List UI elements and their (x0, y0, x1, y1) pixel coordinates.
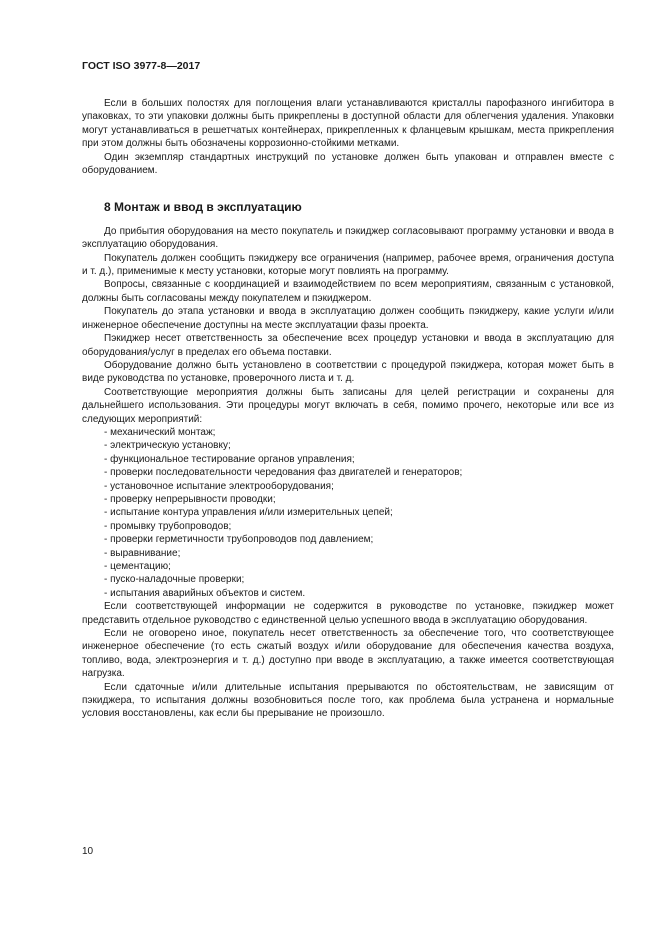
list-item: - функциональное тестирование органов управления; (104, 453, 355, 465)
section-title: 8 Монтаж и ввод в эксплуатацию (104, 200, 302, 215)
list-item: - цементацию; (104, 561, 171, 572)
list-item: - испытание контура управления и/или измерительных цепей; (104, 507, 393, 519)
document-body (82, 97, 614, 721)
intro-paragraph: Один экземпляр стандартных инструкций по установке должен быть упакован и отправлен вместе с оборудованием. (82, 151, 614, 177)
intro-paragraph: Если в больших полостях для поглощения влаги устанавливаются кристаллы парофазного ингибитора в упаковках, то эти упаковки должны быть прикреплены в доступной области для облегчения удаления. Упаковки могут устанавливаться в решетчатых контейнерах, прикрепленных к фланцевым крышкам, места прикрепления при этом должны быть обозначены коррозионно-стойкими метками. (82, 98, 614, 150)
list-item: - проверки последовательности чередования фаз двигателей и генераторов; (104, 467, 463, 479)
section-paragraph: Пэкиджер несет ответственность за обеспечение всех процедур установки и ввода в эксплуатацию для оборудования/услуг в пределах его объема поставки. (82, 333, 614, 358)
section-paragraph: Вопросы, связанные с координацией и взаимодействием по всем мероприятиям, связанным с установкой, должны быть согласованы между покупателем и пэкиджером. (82, 279, 614, 304)
list-item: - пуско-наладочные проверки; (104, 574, 245, 586)
section-paragraph: Оборудование должно быть установлено в соответствии с процедурой пэкиджера, которая может быть в виде руководства по установке, проверочного листа и т. д. (82, 359, 614, 385)
section-paragraph: До прибытия оборудования на место покупатель и пэкиджер согласовывают программу установки и ввода в эксплуатацию оборудования. (82, 225, 614, 251)
document-header: ГОСТ ISO 3977-8—2017 (82, 60, 201, 72)
list-item: - выравнивание; (104, 547, 181, 559)
list-item: - проверку непрерывности проводки; (104, 493, 276, 505)
section-paragraph: Покупатель до этапа установки и ввода в эксплуатацию должен сообщить пэкиджеру, какие услуги и/или инженерное обеспечение доступны на месте эксплуатации фазы проекта. (82, 306, 614, 331)
activities-list (82, 426, 614, 600)
section-paragraph: Покупатель должен сообщить пэкиджеру все ограничения (например, рабочее время, ограничения доступа и т. д.), применимые к месту установки, которые могут повлиять на программу. (82, 252, 614, 278)
section-paragraph: Если соответствующей информации не содержится в руководстве по установке, пэкиджер может представить отдельное руководство с единственной целью успешного ввода в эксплуатацию оборудования. (82, 601, 614, 626)
list-item: - электрическую установку; (104, 440, 231, 452)
list-item: - промывку трубопроводов; (104, 520, 232, 532)
section-paragraph: Соответствующие мероприятия должны быть записаны для целей регистрации и сохранены для дальнейшего использования. Эти процедуры могут включать в себя, помимо прочего, некоторые или все из следующих мероприятий: (82, 386, 614, 425)
list-item: - установочное испытание электрооборудования; (104, 480, 334, 492)
list-item: - механический монтаж; (104, 426, 216, 438)
section-paragraph: Если не оговорено иное, покупатель несет ответственность за обеспечение того, что соответствующее инженерное обеспечение (то есть сжатый воздух и/или оборудование для обеспечения качества воздуха, топливо, вода, электроэнергия и т. д.) доступно при вводе в эксплуатацию, а также имеется соответствующая нагрузка. (82, 628, 614, 680)
list-item: - испытания аварийных объектов и систем. (104, 587, 306, 599)
section-paragraph: Если сдаточные и/или длительные испытания прерываются по обстоятельствам, не зависящим от пэкиджера, то испытания должны возобновиться после того, как проблема была устранена и нормальные условия восстановлены, как если бы прерывание не произошло. (82, 681, 614, 720)
page-number: 10 (82, 846, 94, 857)
list-item: - проверки герметичности трубопроводов под давлением; (104, 534, 374, 546)
